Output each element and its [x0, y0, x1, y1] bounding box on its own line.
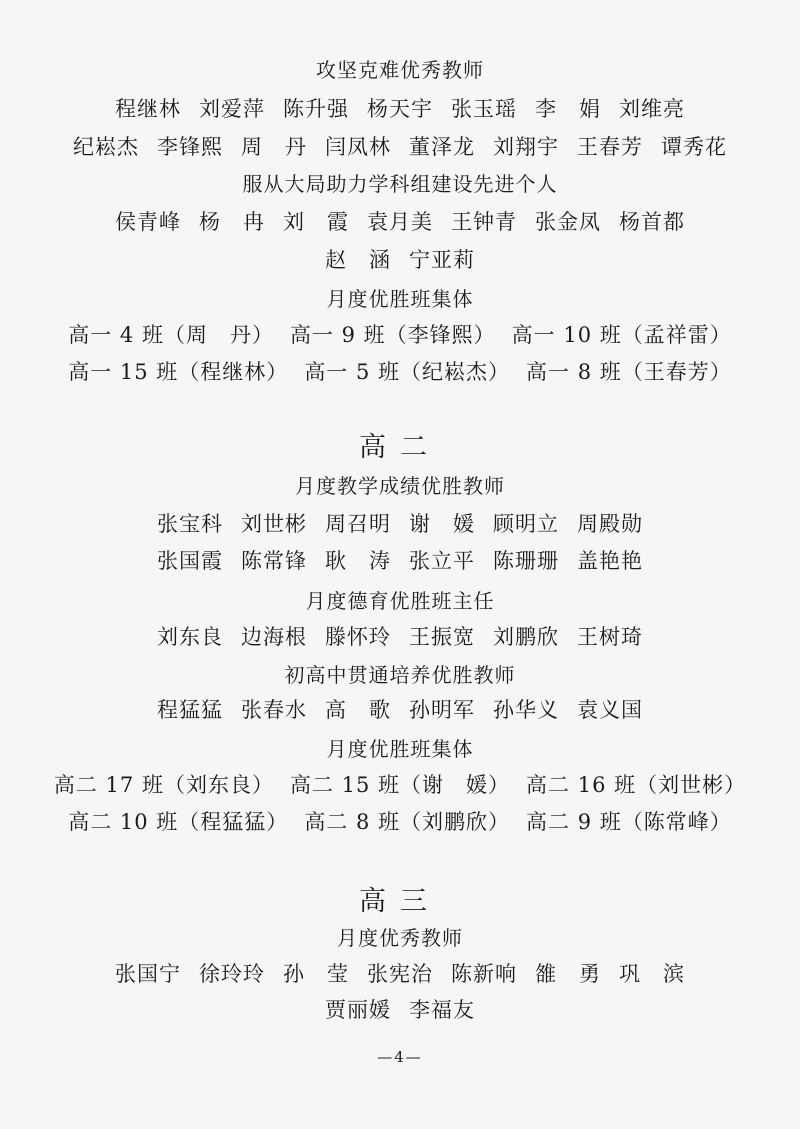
- person-name: 孙 莹: [283, 962, 349, 986]
- person-name: 徐玲玲: [199, 962, 265, 986]
- section-title: 月度教学成绩优胜教师: [295, 474, 505, 498]
- person-name: 张玉瑶: [451, 97, 517, 121]
- class-entry: 高二 17 班（刘东良）: [53, 773, 274, 797]
- person-name: 赵 涵: [325, 248, 391, 272]
- person-name: 滕怀玲: [325, 625, 391, 649]
- person-name: 王春芳: [577, 135, 643, 159]
- person-name: 王钟青: [451, 210, 517, 234]
- person-name: 高 歌: [325, 698, 391, 722]
- section-title: 服从大局助力学科组建设先进个人: [242, 172, 558, 196]
- person-name: 侯青峰: [115, 210, 181, 234]
- name-row: [0, 93, 800, 123]
- person-name: 杨天宇: [367, 97, 433, 121]
- person-name: 闫凤林: [325, 135, 391, 159]
- person-name: 李 娟: [535, 97, 601, 121]
- grade-heading: 高三: [359, 886, 441, 917]
- person-name: 程猛猛: [157, 698, 223, 722]
- person-name: 陈常锋: [241, 549, 307, 573]
- name-row: [0, 694, 800, 724]
- person-name: 谢 媛: [409, 512, 475, 536]
- person-name: 陈珊珊: [493, 549, 559, 573]
- person-name: 盖艳艳: [577, 549, 643, 573]
- person-name: 贾丽媛: [325, 998, 391, 1022]
- person-name: 张国霞: [157, 549, 223, 573]
- person-name: 刘翔宇: [493, 135, 559, 159]
- class-row: [0, 319, 800, 349]
- class-entry: 高一 8 班（王春芳）: [526, 360, 732, 384]
- person-name: 张宝科: [157, 512, 223, 536]
- section-title: 月度优胜班集体: [326, 737, 474, 761]
- person-name: 顾明立: [493, 512, 559, 536]
- person-name: 刘鹏欣: [493, 625, 559, 649]
- class-entry: 高一 9 班（李锋熙）: [289, 323, 496, 347]
- person-name: 刘世彬: [241, 512, 307, 536]
- person-name: 边海根: [241, 625, 307, 649]
- person-name: 张春水: [241, 698, 307, 722]
- class-entry: 高二 9 班（陈常峰）: [526, 810, 732, 834]
- person-name: 纪崧杰: [73, 135, 139, 159]
- class-row: [0, 769, 800, 799]
- person-name: 宁亚莉: [409, 248, 475, 272]
- person-name: 王树琦: [577, 625, 643, 649]
- name-row: [0, 994, 800, 1024]
- person-name: 耿 涛: [325, 549, 391, 573]
- name-row: [0, 244, 800, 274]
- class-entry: 高二 16 班（刘世彬）: [526, 773, 747, 797]
- name-row: [0, 545, 800, 575]
- grade-heading: 高二: [359, 432, 441, 463]
- person-name: 张国宁: [115, 962, 181, 986]
- section-title: 月度优胜班集体: [326, 287, 474, 311]
- person-name: 周 丹: [241, 135, 307, 159]
- person-name: 李福友: [409, 998, 475, 1022]
- person-name: 巩 滨: [619, 962, 685, 986]
- person-name: 刘维亮: [619, 97, 685, 121]
- class-entry: 高一 15 班（程继林）: [68, 360, 289, 384]
- person-name: 孙华义: [493, 698, 559, 722]
- person-name: 程继林: [115, 97, 181, 121]
- class-entry: 高二 15 班（谢 媛）: [289, 773, 511, 797]
- person-name: 谭秀花: [661, 135, 727, 159]
- person-name: 王振宽: [409, 625, 475, 649]
- section-title: 月度优秀教师: [337, 926, 463, 950]
- section-title: 月度德育优胜班主任: [305, 589, 495, 613]
- person-name: 孙明军: [409, 698, 475, 722]
- class-entry: 高二 8 班（刘鹏欣）: [304, 810, 511, 834]
- person-name: 杨首都: [619, 210, 685, 234]
- name-row: [0, 621, 800, 651]
- person-name: 张立平: [409, 549, 475, 573]
- person-name: 陈新响: [451, 962, 517, 986]
- page-number: —4—: [377, 1048, 423, 1066]
- class-row: [0, 356, 800, 386]
- class-entry: 高二 10 班（程猛猛）: [68, 810, 289, 834]
- person-name: 刘东良: [157, 625, 223, 649]
- person-name: 刘爱萍: [199, 97, 265, 121]
- person-name: 张宪治: [367, 962, 433, 986]
- person-name: 董泽龙: [409, 135, 475, 159]
- person-name: 雒 勇: [535, 962, 601, 986]
- person-name: 李锋熙: [157, 135, 223, 159]
- name-row: [0, 508, 800, 538]
- name-row: [0, 131, 800, 161]
- person-name: 袁月美: [367, 210, 433, 234]
- class-entry: 高一 5 班（纪崧杰）: [304, 360, 511, 384]
- person-name: 杨 冉: [199, 210, 265, 234]
- person-name: 袁义国: [577, 698, 643, 722]
- person-name: 刘 霞: [283, 210, 349, 234]
- person-name: 周召明: [325, 512, 391, 536]
- section-title: 初高中贯通培养优胜教师: [284, 663, 516, 687]
- class-row: [0, 806, 800, 836]
- person-name: 周殿勋: [577, 512, 643, 536]
- section-title: 攻坚克难优秀教师: [316, 58, 484, 82]
- name-row: [0, 206, 800, 236]
- class-entry: 高一 4 班（周 丹）: [68, 323, 274, 347]
- name-row: [0, 958, 800, 988]
- person-name: 陈升强: [283, 97, 349, 121]
- person-name: 张金凤: [535, 210, 601, 234]
- class-entry: 高一 10 班（孟祥雷）: [511, 323, 732, 347]
